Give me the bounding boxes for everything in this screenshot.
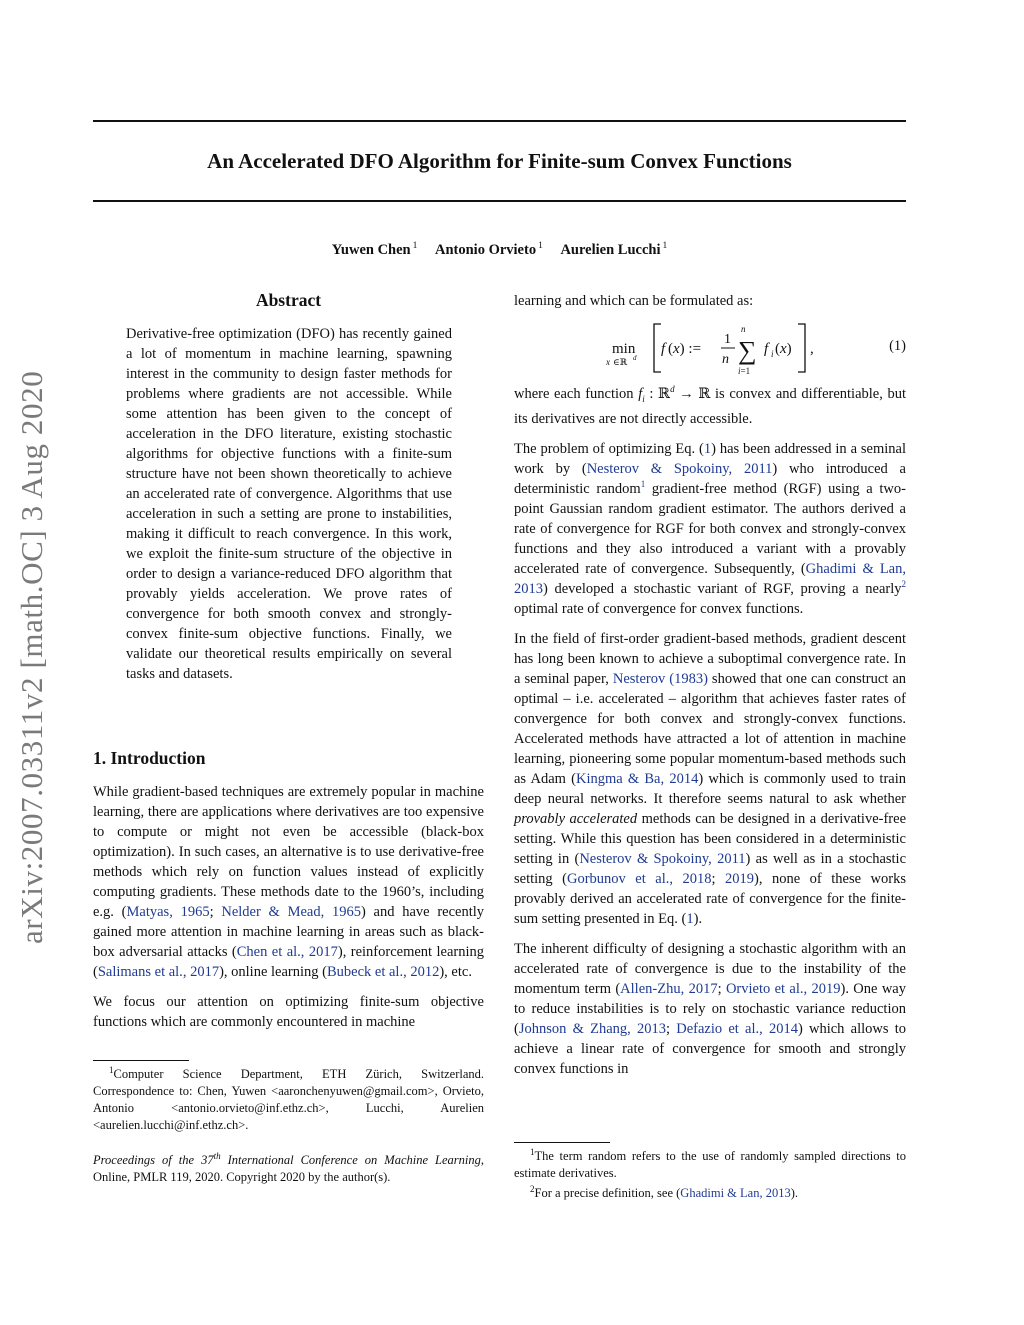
paragraph: We focus our attention on optimizing finite-sum objective functions which are commonly encountered in machine (93, 994, 484, 1030)
equation-ref[interactable]: 1 (703, 440, 712, 457)
title-bottom-rule (93, 200, 906, 202)
arxiv-watermark[interactable]: arXiv:2007.03311v2 [math.OC] 3 Aug 2020 (14, 370, 49, 944)
svg-text:(x) :=: (x) := (668, 341, 702, 357)
paragraph: In the field of first-order gradient-based methods, gradient descent has long been known to achieve a suboptimal convergence rate. In a seminal paper, Nesterov (1983) showed that one can construct an optimal – i.e. accelerated – algorithm that achieves faster rates of convergence for both convex and strongly-convex functions. Accelerated methods have attracted a lot of attention in machine learning, pioneering some popular momentum-based methods such as Adam (Kingma & Ba, 2014) which is commonly used to train deep neural networks. It therefore seems natural to ask whether provably accelerated methods can be designed in a derivative-free setting. While this question has been considered in a deterministic setting in (Nesterov & Spokoiny, 2011) as well as in a stochastic setting (Gorbunov et al., 2018; 2019), none of these works provably derived an accelerated rate of convergence for the finite-sum setting presented in Eq. (1). (514, 630, 907, 927)
proceedings-note: Proceedings of the 37th International Conference on Machine Learning, Online, PMLR 119, 2020. Copyright 2020 by the author(s). (93, 1150, 484, 1184)
paper-title: An Accelerated DFO Algorithm for Finite-sum Convex Functions (207, 149, 792, 173)
citation-link[interactable]: Allen-Zhu, 2017 (620, 980, 718, 997)
citation-link[interactable]: Matyas, 1965 (126, 904, 210, 920)
paragraph: where each function $f_i$ : ℝ$^d$ → ℝ is convex and differentiable, but its derivatives are not directly accessible. (514, 384, 907, 427)
equation-ref[interactable]: 1 (686, 910, 694, 927)
equation-1 (514, 316, 906, 378)
svg-text:x: x (606, 357, 610, 367)
right-lead: learning and which can be formulated as: (514, 293, 754, 309)
svg-text:min: min (612, 341, 636, 357)
paragraph: The problem of optimizing Eq. (1) has been addressed in a seminal work by (Nesterov & Spokoiny, 2011) who introduced a deterministic random$^1$ gradient-free method (RGF) using a two-point Gaussian random gradient estimator. The authors derived a rate of convergence for RGF for both convex and strongly-convex functions and they also introduced a variant with a provably accelerated rate of convergence. Subsequently, (Ghadimi & Lan, 2013) developed a stochastic variant of RGF, proving a nearly$^2$ optimal rate of convergence for convex functions. (514, 440, 907, 617)
abstract-heading: Abstract (255, 290, 322, 310)
citation-link[interactable]: Johnson & Zhang, 2013 (518, 1020, 666, 1037)
svg-text:i: i (771, 349, 774, 359)
paragraph: The inherent difficulty of designing a stochastic algorithm with an accelerated rate of convergence is due to the instability of the momentum term (Allen-Zhu, 2017; Orvieto et al., 2019). One way to reduce instabilities is to rely on stochastic variance reduction (Johnson & Zhang, 2013; Defazio et al., 2014) which allows to achieve a linear rate of convergence for smooth and strongly convex functions in (514, 940, 907, 1077)
citation-link[interactable]: Ghadimi & Lan, 2013 (514, 560, 906, 597)
citation-link[interactable]: Ghadimi & Lan, 2013 (680, 1186, 791, 1200)
svg-text:f: f (764, 341, 769, 357)
author: Antonio Orvieto $^1$ (434, 241, 543, 258)
svg-text:(x): (x) (775, 341, 792, 357)
abstract-text: Derivative-free optimization (DFO) has recently gained a lot of momentum in machine learning, spawning interest in the community to design faster methods for problems where gradients are not accessible. While some attention has been given to the concept of acceleration in the DFO literature, existing stochastic algorithms for objective functions with a finite-sum structure have not been shown theoretically to achieve an accelerated rate of convergence. Algorithms that use acceleration in such a setting are prone to instabilities, making it difficult to reach convergence. In this work, we exploit the finite-sum structure of the objective in order to design a variance-reduced DFO algorithm that provably yields acceleration. We prove rates of convergence for both smooth convex and strongly-convex finite-sum objective functions. Finally, we validate our theoretical results empirically on several tasks and datasets. (126, 326, 452, 682)
svg-text:1: 1 (724, 332, 731, 347)
equation-number: (1) (889, 338, 906, 354)
footnote: $^1$The term random refers to the use of randomly sampled directions to estimate derivatives. (514, 1146, 906, 1180)
citation-link[interactable]: Nelder & Mead, 1965 (221, 904, 361, 920)
section-heading-introduction: 1. Introduction (93, 748, 206, 768)
svg-text:d: d (633, 354, 637, 362)
svg-text:i=1: i=1 (738, 366, 751, 376)
citation-link[interactable]: Nesterov & Spokoiny, 2011 (586, 460, 773, 477)
citation-link[interactable]: Nesterov (1983) (612, 670, 708, 687)
right-footnotes (514, 1148, 906, 1202)
citation-link[interactable]: Kingma & Ba, 2014 (575, 770, 699, 787)
title-top-rule (93, 120, 906, 122)
svg-text:n: n (741, 324, 746, 334)
footnote: $^2$For a precise definition, see (Ghadimi & Lan, 2013). (530, 1183, 798, 1200)
citation-link[interactable]: Defazio et al., 2014 (676, 1020, 798, 1037)
author: Aurelien Lucchi $^1$ (560, 241, 668, 258)
equation-formula (514, 316, 854, 378)
citation-link[interactable]: Orvieto et al., 2019 (725, 980, 841, 997)
footnote-rule (93, 1060, 189, 1061)
footnote-ref[interactable]: 1 (640, 479, 646, 490)
citation-link[interactable]: Nesterov & Spokoiny, 2011 (579, 850, 746, 867)
svg-text:,: , (810, 341, 814, 357)
affiliation-footnote: $^1$Computer Science Department, ETH Zürich, Switzerland. Correspondence to: Chen, Yuwen <aaronchenyuwen@gmail.com>, Orvieto, Antonio <antonio.orvieto@inf.ethz.ch>, Lucchi, Aurelien <aurelien.lucchi@inf.ethz.ch>. Proceedings of the 37th International Conference on Machine Learning, Online, PMLR 119, 2020. Copyright 2020 by the author(s). (93, 1064, 484, 1184)
paragraph: While gradient-based techniques are extremely popular in machine learning, there are applications where derivatives are too expensive to compute or might not even be accessible (black-box optimization). In such cases, an alternative is to use derivative-free methods which rely on function values instead of explicitly computing gradients. These methods date to the 1960’s, including e.g. (Matyas, 1965; Nelder & Mead, 1965) and have recently gained more attention in machine learning in areas such as black-box adversarial attacks (Chen et al., 2017), reinforcement learning (Salimans et al., 2017), online learning (Bubeck et al., 2012), etc. (93, 784, 485, 980)
svg-text:∑: ∑ (738, 336, 757, 365)
svg-text:∈ℝ: ∈ℝ (613, 357, 628, 367)
svg-text:f: f (661, 341, 666, 357)
citation-link[interactable]: Bubeck et al., 2012 (326, 964, 440, 980)
footnote-rule (514, 1142, 610, 1143)
svg-text:n: n (722, 352, 729, 367)
author: Yuwen Chen $^1$ (331, 241, 418, 258)
author-list (93, 236, 906, 260)
citation-link[interactable]: 2019 (725, 870, 755, 887)
citation-link[interactable]: Salimans et al., 2017 (97, 964, 220, 980)
intro-column (93, 782, 484, 1032)
footnote-ref[interactable]: 2 (901, 579, 906, 590)
right-column (514, 384, 906, 1079)
citation-link[interactable]: Gorbunov et al., 2018 (567, 870, 712, 887)
citation-link[interactable]: Chen et al., 2017 (236, 944, 338, 960)
